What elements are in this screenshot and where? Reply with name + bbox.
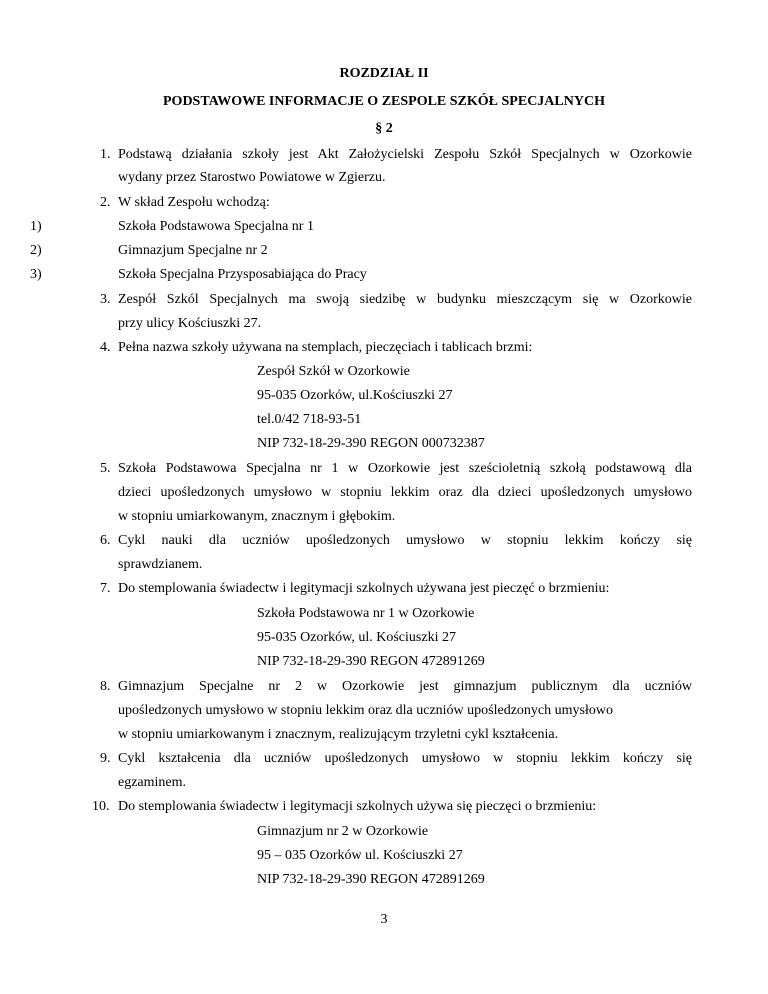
sub-item-text: Szkoła Podstawowa Specjalna nr 1 (118, 219, 314, 234)
stamp-3-line-3: NIP 732-18-29-390 REGON 472891269 (257, 872, 485, 887)
sub-item-number: 1) (30, 219, 42, 234)
stamp-2-line-1: Szkoła Podstawowa nr 1 w Ozorkowie (257, 606, 475, 621)
item-6-line-2: sprawdzianem. (118, 557, 203, 572)
item-8-line-3: w stopniu umiarkowanym i znacznym, realizującym trzyletni cykl kształcenia. (118, 727, 559, 742)
stamp-1-line-2: 95-035 Ozorków, ul.Kościuszki 27 (257, 388, 453, 403)
stamp-3-line-1: Gimnazjum nr 2 w Ozorkowie (257, 824, 429, 839)
item-number: 9. (100, 751, 111, 766)
item-number: 1. (100, 147, 111, 162)
item-6-line-1: Cykl nauki dla uczniów upośledzonych umysłowo w stopniu lekkim kończy się (118, 533, 692, 548)
item-2-line-1: W skład Zespołu wchodzą: (118, 195, 270, 210)
item-9-line-2: egzaminem. (118, 775, 187, 790)
item-10-line-1: Do stemplowania świadectw i legitymacji szkolnych używa się pieczęci o brzmieniu: (118, 799, 597, 814)
item-8-line-2: upośledzonych umysłowo w stopniu lekkim oraz dla uczniów upośledzonych umysłowo (118, 703, 613, 718)
item-number: 4. (100, 340, 111, 355)
stamp-1-line-4: NIP 732-18-29-390 REGON 000732387 (257, 436, 485, 451)
item-3-line-2: przy ulicy Kościuszki 27. (118, 316, 262, 331)
item-5-line-1: Szkoła Podstawowa Specjalna nr 1 w Ozorkowie jest sześcioletnią szkołą podstawową dla (118, 461, 692, 476)
chapter-title: PODSTAWOWE INFORMACJE O ZESPOLE SZKÓŁ SPECJALNYCH (163, 94, 605, 109)
stamp-1-line-1: Zespół Szkół w Ozorkowie (257, 364, 410, 379)
item-number: 5. (100, 461, 111, 476)
item-number: 8. (100, 679, 111, 694)
stamp-1-line-3: tel.0/42 718-93-51 (257, 412, 362, 427)
item-5-line-3: w stopniu umiarkowanym, znacznym i głębokim. (118, 509, 396, 524)
stamp-2-line-2: 95-035 Ozorków, ul. Kościuszki 27 (257, 630, 456, 645)
item-number: 10. (92, 799, 110, 814)
sub-item-text: Gimnazjum Specjalne nr 2 (118, 243, 268, 258)
item-number: 6. (100, 533, 111, 548)
item-number: 3. (100, 292, 111, 307)
stamp-2-line-3: NIP 732-18-29-390 REGON 472891269 (257, 654, 485, 669)
page-number: 3 (380, 912, 388, 927)
item-8-line-1: Gimnazjum Specjalne nr 2 w Ozorkowie jest gimnazjum publicznym dla uczniów (118, 679, 692, 694)
section-mark: § 2 (375, 121, 393, 136)
item-4-line-1: Pełna nazwa szkoły używana na stemplach, pieczęciach i tablicach brzmi: (118, 340, 533, 355)
item-number: 2. (100, 195, 111, 210)
sub-item-number: 2) (30, 243, 42, 258)
item-5-line-2: dzieci upośledzonych umysłowo w stopniu lekkim oraz dla dzieci upośledzonych umysłowo (118, 485, 692, 500)
item-9-line-1: Cykl kształcenia dla uczniów upośledzonych umysłowo w stopniu lekkim kończy się (118, 751, 692, 766)
sub-item-text: Szkoła Specjalna Przysposabiająca do Pracy (118, 267, 367, 282)
sub-item-number: 3) (30, 267, 42, 282)
item-3-line-1: Zespół Szkól Specjalnych ma swoją siedzibę w budynku mieszczącym się w Ozorkowie (118, 292, 692, 307)
item-7-line-1: Do stemplowania świadectw i legitymacji szkolnych używana jest pieczęć o brzmieniu: (118, 581, 610, 596)
item-1-line-1: Podstawą działania szkoły jest Akt Założycielski Zespołu Szkół Specjalnych w Ozorkowie (118, 147, 692, 162)
item-1-line-2: wydany przez Starostwo Powiatowe w Zgierzu. (118, 170, 386, 185)
stamp-3-line-2: 95 – 035 Ozorków ul. Kościuszki 27 (257, 848, 463, 863)
chapter-heading: ROZDZIAŁ II (339, 66, 429, 81)
item-number: 7. (100, 581, 111, 596)
